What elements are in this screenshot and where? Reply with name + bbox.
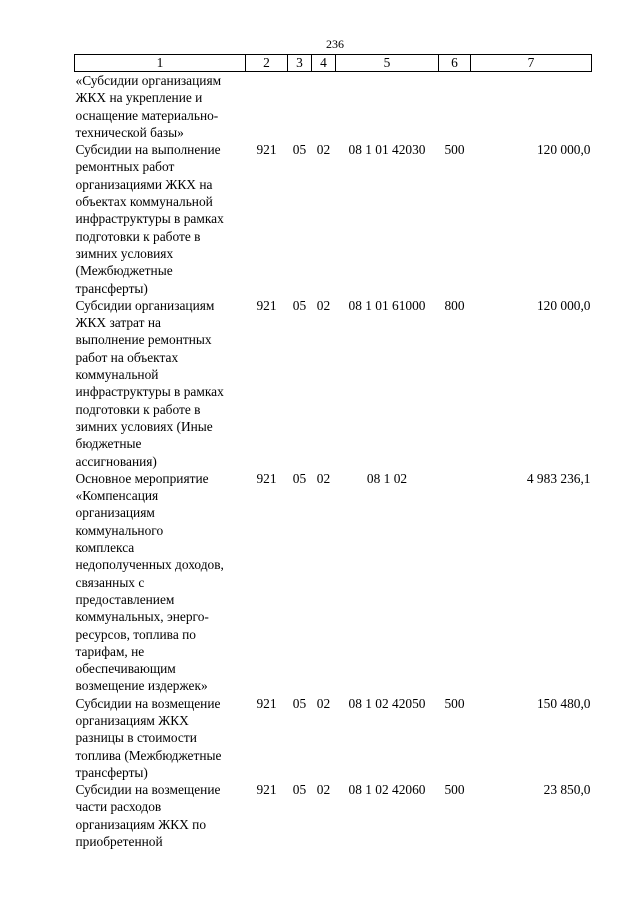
section-cell: 05 [292,695,307,711]
row-name-cell [75,72,246,142]
expense-type-cell: 500 [444,142,465,158]
row-name-line: ЖКХ на укрепление и [75,90,203,106]
target-article-cell: 08 1 01 61000 [348,297,426,313]
admin-code-cell: 921 [256,142,277,158]
amount-cell: 150 480,0 [536,695,591,711]
row-name-line: подготовки к работе в [75,228,201,244]
admin-code-cell: 921 [256,695,277,711]
row-name-line: комплекса [75,540,135,556]
row-name-line: зимних условиях [75,245,174,261]
table-row [75,72,592,142]
target-article-cell [336,72,439,142]
table-row [75,470,592,695]
target-article-cell: 08 1 01 42030 [348,142,426,158]
row-name-line: недополученных доходов, [75,557,224,573]
expense-type-cell: 500 [444,782,465,798]
row-name-line: «Субсидии организациям [75,73,222,88]
subsection-cell: 02 [316,782,331,798]
target-article-cell: 08 1 02 42050 [348,695,426,711]
row-name-line: коммунального [75,522,164,538]
row-name-line: коммунальных, энерго- [75,609,209,625]
page-number: 236 [326,37,344,51]
row-name-line: топлива (Межбюджетные [75,747,222,763]
row-name-line: объектах коммунальной [75,194,213,210]
row-name-line: организациями ЖКХ на [75,176,213,192]
row-name-line: возмещение издержек» [75,678,208,694]
budget-table [74,54,592,850]
row-name-line: организациям ЖКХ по [75,816,207,832]
row-name-line: (Межбюджетные [75,263,173,279]
row-name-cell [75,470,246,695]
admin-code-cell: 921 [256,470,277,486]
row-name-line: разницы в стоимости [75,730,197,746]
section-cell: 05 [292,297,307,313]
table-header [75,55,592,72]
table-row [75,297,592,470]
admin-code-cell [246,72,288,142]
column-header-5: 5 [336,55,439,72]
table-row [75,781,592,850]
row-name-line: ассигнования) [75,453,157,469]
section-cell: 05 [292,782,307,798]
section-cell: 05 [292,142,307,158]
subsection-cell [312,72,336,142]
row-name-line: тарифам, не [75,643,145,659]
subsection-cell: 02 [316,470,331,486]
row-name-line: ремонтных работ [75,159,175,175]
row-name-line: зимних условиях (Иные [75,418,213,434]
admin-code-cell: 921 [256,782,277,798]
row-name-line: трансферты) [75,764,148,780]
amount-cell: 23 850,0 [543,782,591,798]
amount-cell: 120 000,0 [536,297,591,313]
target-article-cell: 08 1 02 [366,470,408,486]
row-name-line: части расходов [75,799,162,815]
row-name-line: приобретенной [75,834,163,850]
table-row [75,141,592,297]
admin-code-cell: 921 [256,297,277,313]
row-name-line: организациям ЖКХ [75,712,189,728]
column-header-6: 6 [439,55,471,72]
subsection-cell: 02 [316,297,331,313]
column-header-7: 7 [471,55,592,72]
subsection-cell: 02 [316,142,331,158]
expense-type-cell [439,470,471,695]
row-name-line: инфраструктуры в рамках [75,211,224,227]
subsection-cell: 02 [316,695,331,711]
row-name-line: Субсидии на возмещение [75,782,221,798]
table-row [75,695,592,781]
row-name-cell [75,781,246,850]
section-cell: 05 [292,470,307,486]
row-name-line: работ на объектах [75,349,179,365]
row-name-line: технической базы» [75,124,184,140]
row-name-line: обеспечивающим [75,661,176,677]
row-name-line: Субсидии на возмещение [75,695,221,711]
row-name-line: выполнение ремонтных [75,332,212,348]
row-name-line: Субсидии на выполнение [75,142,221,158]
row-name-line: «Компенсация [75,488,159,504]
row-name-cell [75,297,246,470]
row-name-line: ЖКХ затрат на [75,315,161,331]
row-name-cell [75,695,246,781]
row-name-line: инфраструктуры в рамках [75,384,224,400]
row-name-line: связанных с [75,574,145,590]
expense-type-cell: 500 [444,695,465,711]
row-name-line: бюджетные [75,436,142,452]
column-header-1: 1 [75,55,246,72]
row-name-line: Основное мероприятие [75,470,209,486]
table-body [75,72,592,851]
column-header-3: 3 [288,55,312,72]
section-cell [288,72,312,142]
row-name-line: организациям [75,505,155,521]
row-name-line: предоставлением [75,591,175,607]
amount-cell: 120 000,0 [536,142,591,158]
amount-cell: 4 983 236,1 [526,470,591,486]
column-header-2: 2 [246,55,288,72]
row-name-line: Субсидии организациям [75,297,215,313]
target-article-cell: 08 1 02 42060 [348,782,426,798]
header-row [75,55,592,72]
row-name-line: трансферты) [75,280,148,296]
expense-type-cell [439,72,471,142]
row-name-line: коммунальной [75,367,159,383]
row-name-line: оснащение материально- [75,107,219,123]
column-header-4: 4 [312,55,336,72]
row-name-line: ресурсов, топлива по [75,626,196,642]
row-name-line: подготовки к работе в [75,401,201,417]
amount-cell [471,72,592,142]
row-name-cell [75,141,246,297]
expense-type-cell: 800 [444,297,465,313]
